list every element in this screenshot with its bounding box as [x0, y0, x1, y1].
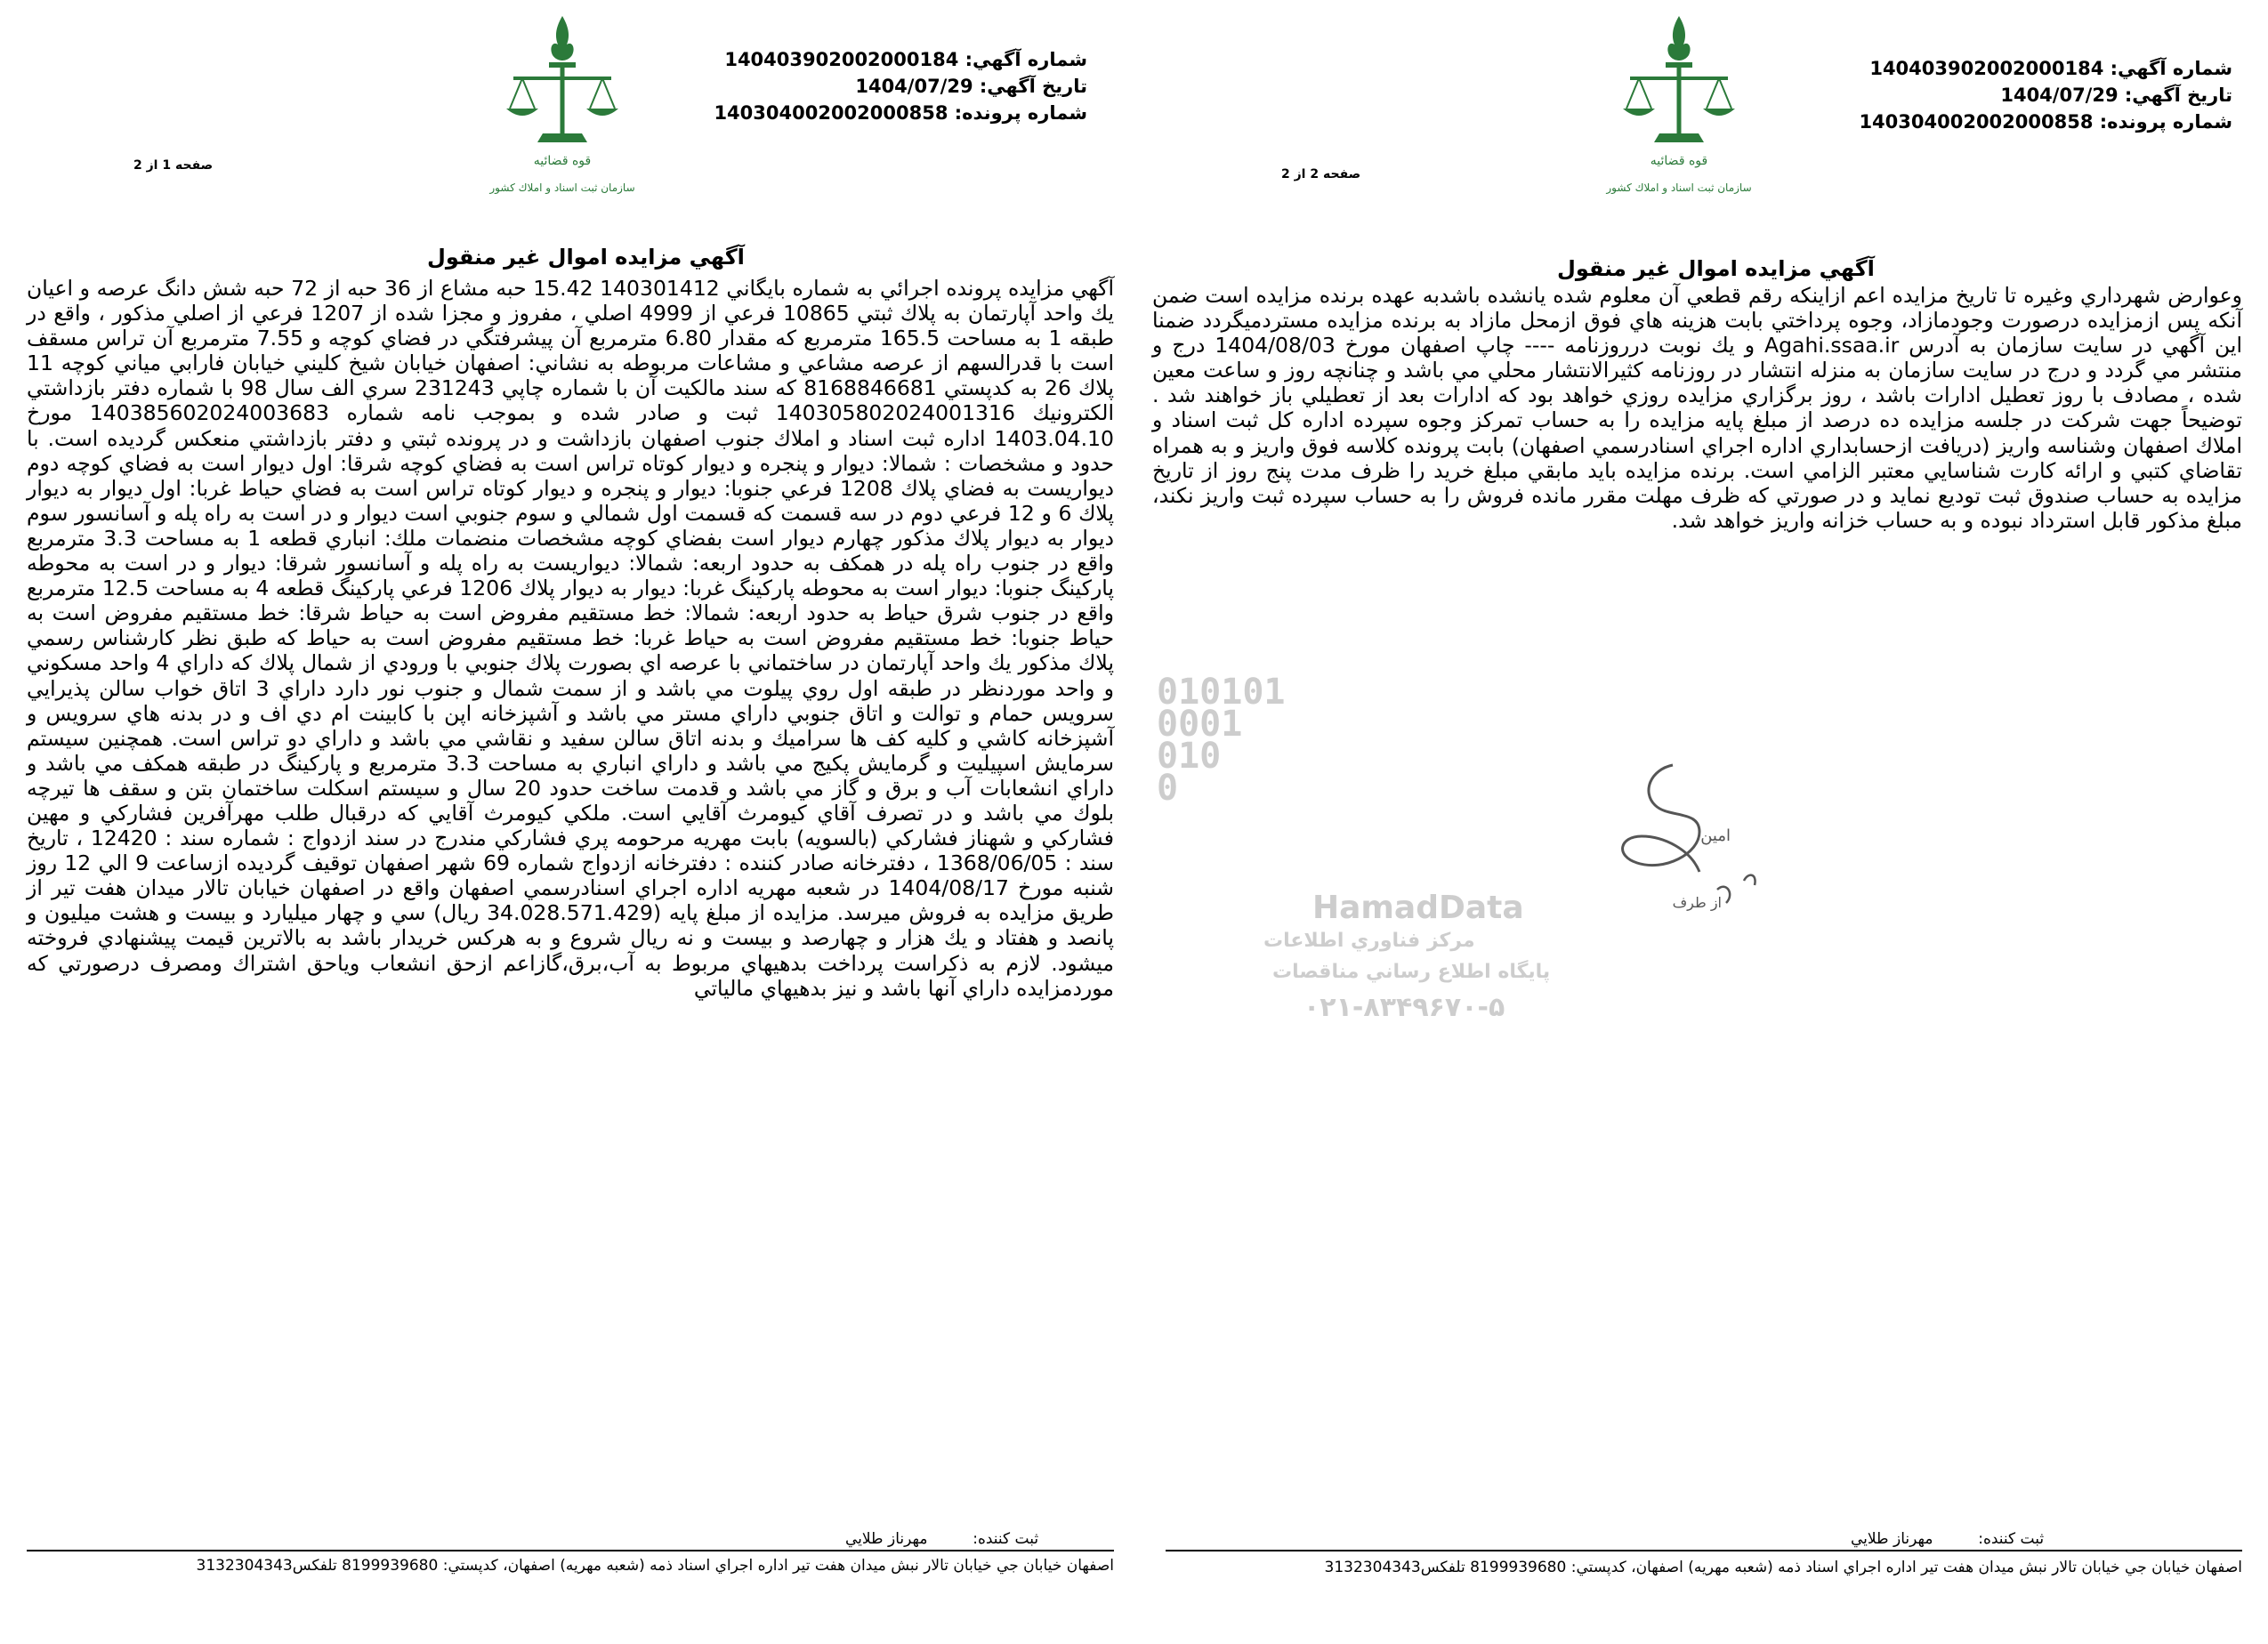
- page-number: صفحه 2 از 2: [1281, 167, 1361, 181]
- notice-meta: [714, 46, 1087, 126]
- footer-divider: [27, 1550, 1114, 1551]
- notice-title: آگهي مزايده اموال غير منقول: [427, 245, 745, 270]
- body-paragraph: آگهي مزايده پرونده اجرائي به شماره بايگاني 140301412 15.42 حبه مشاع از 36 حبه از 72 حبه شش دانگ عرصه و اعيان يك واحد آپارتمان به پلاك ثبتي 10865 فرعي از 4999 اصلي ، مفروز و مجزا شده از 1207 فرعي از اصلي مذكور ، واقع در طبقه 1 به مساحت 165.5 مترمربع كه مقدار 6.80 مترمربع آن پيشرفتگي در فضاي كوچه و 7.55 مترمربع آن تراس مسقف است با قدرالسهم از عرصه مشاعي و مشاعات مربوطه به نشاني: اصفهان خيابان شيخ كليني خيابان فارابي مياني كوچه 11 پلاك 26 به كدپستي 8168846681 كه سند مالكيت آن با شماره چاپي 231243 سري الف سال 98 با شماره دفتر بازداشتي الكترونيك 140305802024001316 ثبت و صادر شده و بموجب نامه شماره 140385602024003683 مورخ 1403.04.10 اداره ثبت اسناد و املاك جنوب اصفهان بازداشت و در پرونده ثبتي و دفتر بازداشتي منعكس گرديده است. با حدود و مشخصات : شمالا: ديوار و پنجره و ديوار كوتاه تراس است به فضاي كوچه شرقا: اول ديوار است به فضاي كوچه دوم ديواريست به فضاي پلاك 1208 فرعي جنوبا: ديوار و پنجره و ديوار كوتاه تراس است به فضاي حياط غربا: اول ديوار به ديوار پلاك 6 و 12 فرعي دوم در سه قسمت كه قسمت اول شمالي و سوم جنوبي است ديوار و در است به راه پله و آسانسور سوم ديوار به ديوار پلاك مذكور چهارم ديوار است بفضاي كوچه مشخصات منضمات ملك: انباري قطعه 1 به مساحت 3.3 مترمربع واقع در جنوب راه پله در همكف به حدود اربعه: شمالا: ديواريست به راه پله و آسانسور شرقا: ديوار و در است به محوطه پاركينگ جنوبا: ديوار است به محوطه پاركينگ غربا: ديوار به ديوار پلاك 1206 فرعي پاركينگ قطعه 4 به مساحت 12.5 مترمربع واقع در جنوب شرق حياط به حدود اربعه: شمالا: خط مستقيم مفروض است به حياط شرقا: خط مستقيم مفروض است به حياط جنوبا: خط مستقيم مفروض است به حياط غربا: خط مستقيم مفروض است به حياط كه طبق نظر كارشناس رسمي پلاك مذكور يك واحد آپارتمان در ساختماني با عرصه اي بصورت پلاك جنوبي با ورودي از شمال پلاك كه داراي 4 واحد مسكوني و واحد موردنظر در طبقه اول روي پيلوت مي باشد و از سمت شمال و جنوب نور دارد داراي 3 اتاق خواب سالن پذيرايي سرويس حمام و توالت و اتاق جنوبي داراي مستر مي باشد و آشپزخانه اپن با كابينت ام دي اف و در بدنه هاي سرويس و آشپزخانه كاشي و كليه كف ها سراميك و بدنه اتاق سالن سفيد و نقاشي مي باشد و داراي دو تراس است. همچنين سيستم سرمايش اسپيليت و گرمايش پكيج مي باشد و داراي انباري به مساحت 3.3 مترمربع و پاركينگ در طبقه همكف مي باشد و داراي انشعابات آب و برق و گاز مي باشد و قدمت ساخت حدود 20 سال و سيستم اسكلت ساختمان بتن و سقف ها تيرچه بلوك مي باشد و در تصرف آقاي كيومرث آقايي است. ملكي كيومرث آقايي كه درقبال طلب مهرآفرين فشاركي و مهين فشاركي و شهناز فشاركي (بالسويه) بابت مهريه مرحومه پري فشاركي مندرج در سند ازدواج : شماره سند : 12420 ، تاريخ سند : 1368/06/05 ، دفترخانه صادر كننده : دفترخانه ازدواج شماره 69 شهر اصفهان توقيف گرديده ازساعت 9 الي 12 روز شنبه مورخ 1404/08/17 در شعبه مهريه اداره اجراي اسنادرسمي اصفهان واقع در اصفهان خيابان تالار ميدان هفت تير از طريق مزايده به فروش ميرسد. مزايده از مبلغ پايه (34.028.571.429 ريال) سي و چهار ميليارد و بيست و هشت ميليون و پانصد و هفتاد و يك هزار و چهارصد و بيست و نه ريال شروع و به هركس خريدار باشد به بالاترين قيمت پيشنهادي فروخته ميشود. لازم به ذكراست پرداخت بدهيهاي مربوط به آب،برق،گازاعم ازحق انشعاب وياحق اشتراك ومصرف درصورتي كه موردمزايده داراي آنها باشد و نيز بدهيهاي مالياتي: [27, 276, 1115, 1001]
- notice-page-2: [1139, 0, 2268, 1644]
- notice-number: شماره آگهي: 140403902002000184: [724, 49, 1087, 70]
- registrar: [845, 1530, 1038, 1548]
- emblem-caption-bottom: سازمان ثبت اسناد و املاك كشور: [1606, 181, 1752, 194]
- signature-text-1: امين: [1700, 826, 1731, 845]
- page-number: صفحه 1 از 2: [133, 158, 214, 173]
- judiciary-emblem-icon: [1606, 9, 1752, 200]
- watermark-phone: ۰۲۱-۸۳۴۹۶۷۰-۵: [1303, 992, 1505, 1023]
- emblem-caption-top: قوه قضائيه: [1650, 154, 1708, 168]
- footer-divider: [1166, 1550, 2242, 1551]
- registrar: [1851, 1530, 2044, 1548]
- emblem-caption-bottom: سازمان ثبت اسناد و املاك كشور: [489, 181, 635, 194]
- notice-meta: [1859, 55, 2232, 135]
- watermark-binary: 010101 0001 010 0: [1157, 672, 1286, 809]
- signature-text-2: از طرف: [1672, 894, 1722, 911]
- watermark-brand: HamadData: [1312, 890, 1524, 926]
- footer-address: اصفهان خيابان جي خيابان تالار نبش ميدان هفت تير اداره اجراي اسناد ذمه (شعبه مهريه) اصفهان، كدپستي: 8199939680 تلفكس3132304343: [1324, 1559, 2242, 1576]
- notice-body: [27, 276, 1114, 1521]
- footer-address: اصفهان خيابان جي خيابان تالار نبش ميدان هفت تير اداره اجراي اسناد ذمه (شعبه مهريه) اصفهان، كدپستي: 8199939680 تلفكس3132304343: [196, 1557, 1114, 1575]
- notice-number: شماره آگهي: 140403902002000184: [1869, 58, 2232, 79]
- notice-body: [1152, 283, 2242, 781]
- judiciary-emblem-icon: [489, 9, 635, 200]
- notice-date: تاريخ آگهي: 1404/07/29: [2000, 85, 2232, 106]
- registrar-label: ثبت كننده:: [973, 1530, 1039, 1548]
- case-number: شماره پرونده: 140304002002000858: [714, 102, 1087, 124]
- registrar-name: مهرناز طلايي: [845, 1530, 928, 1548]
- registrar-label: ثبت كننده:: [1978, 1530, 2045, 1548]
- registrar-name: مهرناز طلايي: [1851, 1530, 1933, 1548]
- body-paragraph: وعوارض شهرداري وغيره تا تاريخ مزايده اعم ازاينكه رقم قطعي آن معلوم شده يانشده باشدبه عهده برنده مزايده است ضمن آنكه پس ازمزايده درصورت وجودمازاد، وجوه پرداختي بابت هزينه هاي فوق ازمحل مازاد به برنده مزايده مستردميگردد ضمنا اين آگهي در سايت سازمان به آدرس Agahi.ssaa.ir و يك نوبت درروزنامه ---- چاپ اصفهان مورخ 1404/08/03 درج و منتشر مي گردد و درج در سايت سازمان به منزله انتشار در روزنامه كثيرالانتشار محلي مي باشد و چنانچه روز و ساعت معين شده ، مصادف با روز تعطيل ادارات باشد ، روز برگزاري مزايده روزي خواهد بود كه ادارات بعد از تعطيلي باز خواهند شد . توضيحاً جهت شركت در جلسه مزايده ده درصد از مبلغ پايه مزايده را به حساب تمركز وجوه سپرده اداره كل ثبت اسناد و املاك اصفهان وشناسه واريز (دريافت ازحسابداري اداره اجراي اسنادرسمي اصفهان) بابت پرونده كلاسه فوق واريز و به همراه تقاضاي كتبي و ارائه كارت شناسايي معتبر الزامي است. برنده مزايده بايد مابقي مبلغ خريد را ظرف مدت پنج روز از تاريخ مزايده به حساب صندوق ثبت توديع نمايد و در صورتي كه ظرف مهلت مقرر مانده فروش را به حساب سپرده ثبت واريز نكند، مبلغ مذكور قابل استرداد نبوده و به حساب خزانه واريز خواهد شد.: [1152, 283, 2242, 533]
- watermark-line1: مركز فناوري اطلاعات: [1263, 930, 1475, 952]
- emblem-caption-top: قوه قضائيه: [533, 154, 592, 168]
- case-number: شماره پرونده: 140304002002000858: [1859, 111, 2232, 133]
- watermark-line2: پايگاه اطلاع رساني مناقصات: [1272, 961, 1551, 983]
- notice-date: تاريخ آگهي: 1404/07/29: [855, 76, 1087, 97]
- signature: [1566, 747, 1797, 929]
- notice-title: آگهي مزايده اموال غير منقول: [1557, 256, 1875, 281]
